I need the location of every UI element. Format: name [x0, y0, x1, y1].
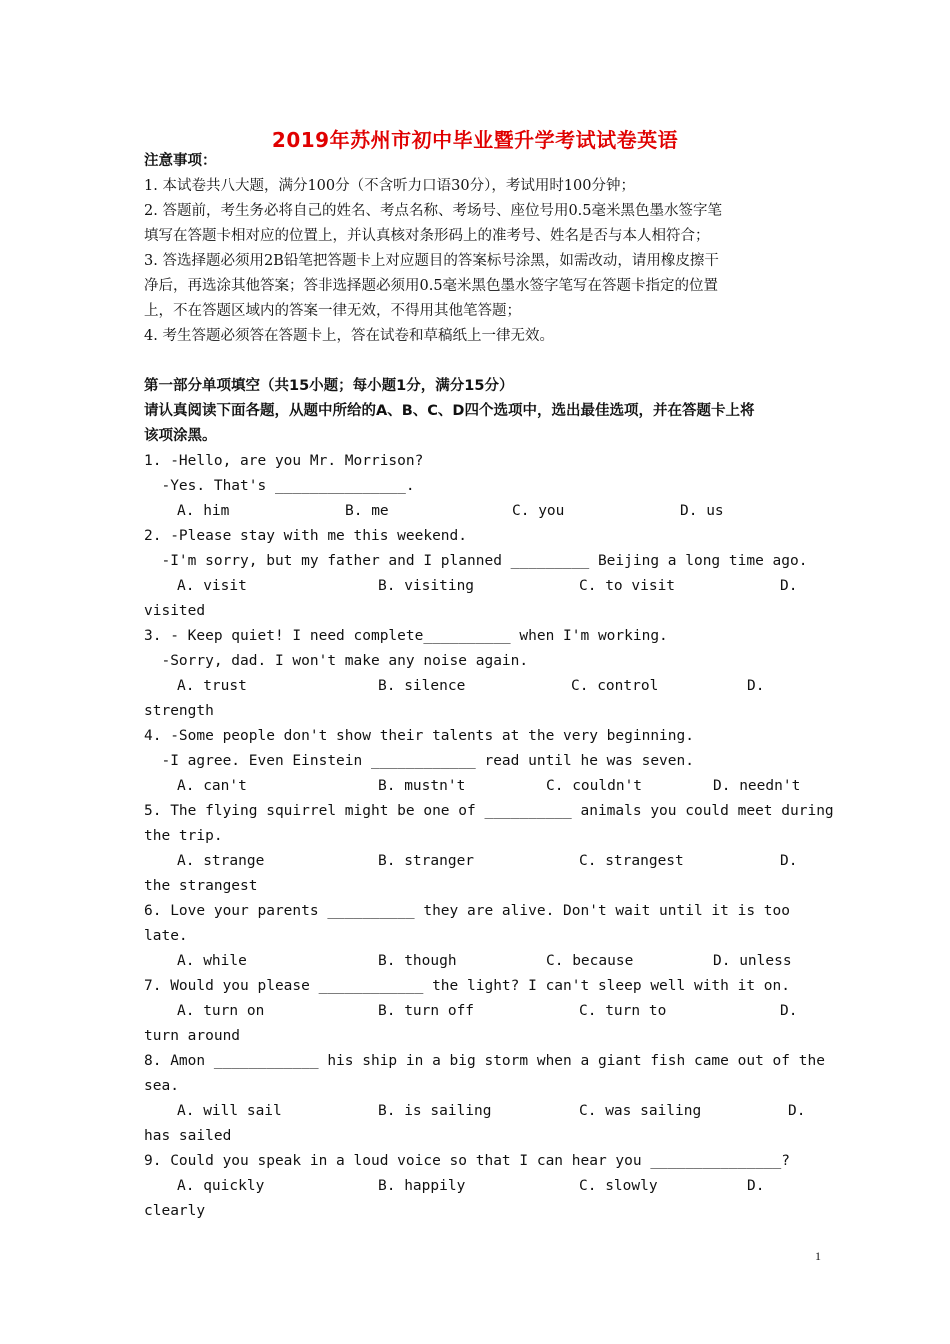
page-title: 2019年苏州市初中毕业暨升学考试试卷英语 — [271, 128, 679, 152]
question-2-response: -I'm sorry, but my father and I planned _________ Beijing a long time ago. — [144, 553, 808, 569]
q3-option-c: C. control — [571, 678, 659, 694]
question-5-stem: 5. The flying squirrel might be one of __________ animals you could meet during — [144, 803, 834, 819]
page-number: 1 — [815, 1249, 821, 1263]
q3-option-d-wrap: strength — [144, 703, 214, 719]
q6-option-a: A. while — [177, 953, 247, 969]
question-4-response: -I agree. Even Einstein ____________ read until he was seven. — [144, 753, 694, 769]
q4-option-b: B. mustn't — [378, 778, 466, 794]
notice-line: 1. 本试卷共八大题，满分100分（不含听力口语30分），考试用时100分钟； — [144, 178, 635, 194]
question-6-stem: 6. Love your parents __________ they are alive. Don't wait until it is too — [144, 903, 791, 919]
notice-line: 4. 考生答题必须答在答题卡上，答在试卷和草稿纸上一律无效。 — [144, 328, 554, 344]
question-3-stem: 3. - Keep quiet! I need complete__________ when I'm working. — [144, 628, 668, 644]
question-7-stem: 7. Would you please ____________ the light? I can't sleep well with it on. — [144, 978, 791, 994]
q7-option-a: A. turn on — [177, 1003, 265, 1019]
q8-option-b: B. is sailing — [378, 1103, 492, 1119]
q4-option-d: D. needn't — [713, 778, 801, 794]
notice-line: 净后，再选涂其他答案；答非选择题必须用0.5毫米黑色墨水签字笔写在答题卡指定的位置 — [144, 278, 719, 294]
q5-option-d-wrap: the strangest — [144, 878, 258, 894]
q8-option-c: C. was sailing — [579, 1103, 702, 1119]
part1-heading: 第一部分单项填空（共15小题；每小题1分，满分15分） — [144, 378, 514, 394]
question-9-stem: 9. Could you speak in a loud voice so that I can hear you _______________? — [144, 1153, 791, 1169]
q9-option-a: A. quickly — [177, 1178, 265, 1194]
question-5-stem-cont: the trip. — [144, 828, 223, 844]
q4-option-c: C. couldn't — [546, 778, 643, 794]
question-8-stem: 8. Amon ____________ his ship in a big storm when a giant fish came out of the — [144, 1053, 825, 1069]
q6-option-b: B. though — [378, 953, 457, 969]
q1-option-b: B. me — [345, 503, 389, 519]
q1-option-d: D. us — [680, 503, 724, 519]
question-1-response: -Yes. That's _______________. — [144, 478, 415, 494]
q7-option-c: C. turn to — [579, 1003, 667, 1019]
notice-line: 上，不在答题区域内的答案一律无效，不得用其他笔答题； — [144, 303, 521, 319]
q7-option-d-wrap: turn around — [144, 1028, 241, 1044]
q7-option-b: B. turn off — [378, 1003, 475, 1019]
question-4-stem: 4. -Some people don't show their talents at the very beginning. — [144, 728, 694, 744]
q9-option-d-wrap: clearly — [144, 1203, 206, 1219]
part1-instruction: 该项涂黑。 — [144, 428, 217, 444]
q8-option-d-wrap: has sailed — [144, 1128, 232, 1144]
q3-option-b: B. silence — [378, 678, 466, 694]
q2-option-a: A. visit — [177, 578, 247, 594]
q1-option-c: C. you — [512, 503, 565, 519]
q2-option-d: D. — [780, 578, 798, 594]
q9-option-d: D. — [747, 1178, 765, 1194]
notice-line: 3. 答选择题必须用2B铅笔把答题卡上对应题目的答案标号涂黑，如需改动，请用橡皮擦干 — [144, 253, 719, 269]
q9-option-b: B. happily — [378, 1178, 466, 1194]
q7-option-d: D. — [780, 1003, 798, 1019]
q6-option-c: C. because — [546, 953, 634, 969]
q5-option-a: A. strange — [177, 853, 265, 869]
question-1-stem: 1. -Hello, are you Mr. Morrison? — [144, 453, 424, 469]
q2-option-b: B. visiting — [378, 578, 475, 594]
q3-option-a: A. trust — [177, 678, 247, 694]
question-3-response: -Sorry, dad. I won't make any noise again. — [144, 653, 529, 669]
question-2-stem: 2. -Please stay with me this weekend. — [144, 528, 468, 544]
q5-option-d: D. — [780, 853, 798, 869]
q6-option-d: D. unless — [713, 953, 792, 969]
notice-heading: 注意事项： — [144, 153, 217, 169]
question-8-stem-cont: sea. — [144, 1078, 179, 1094]
q2-option-d-wrap: visited — [144, 603, 206, 619]
q4-option-a: A. can't — [177, 778, 247, 794]
part1-instruction: 请认真阅读下面各题，从题中所给的A、B、C、D四个选项中，选出最佳选项，并在答题卡上将 — [144, 403, 755, 419]
q5-option-b: B. stranger — [378, 853, 475, 869]
q2-option-c: C. to visit — [579, 578, 676, 594]
q8-option-d: D. — [788, 1103, 806, 1119]
question-6-stem-cont: late. — [144, 928, 188, 944]
q3-option-d: D. — [747, 678, 765, 694]
notice-line: 2. 答题前，考生务必将自己的姓名、考点名称、考场号、座位号用0.5毫米黑色墨水签字笔 — [144, 203, 722, 219]
q1-option-a: A. him — [177, 503, 230, 519]
q8-option-a: A. will sail — [177, 1103, 282, 1119]
q9-option-c: C. slowly — [579, 1178, 658, 1194]
q5-option-c: C. strangest — [579, 853, 684, 869]
notice-line: 填写在答题卡相对应的位置上，并认真核对条形码上的准考号、姓名是否与本人相符合； — [144, 228, 710, 244]
